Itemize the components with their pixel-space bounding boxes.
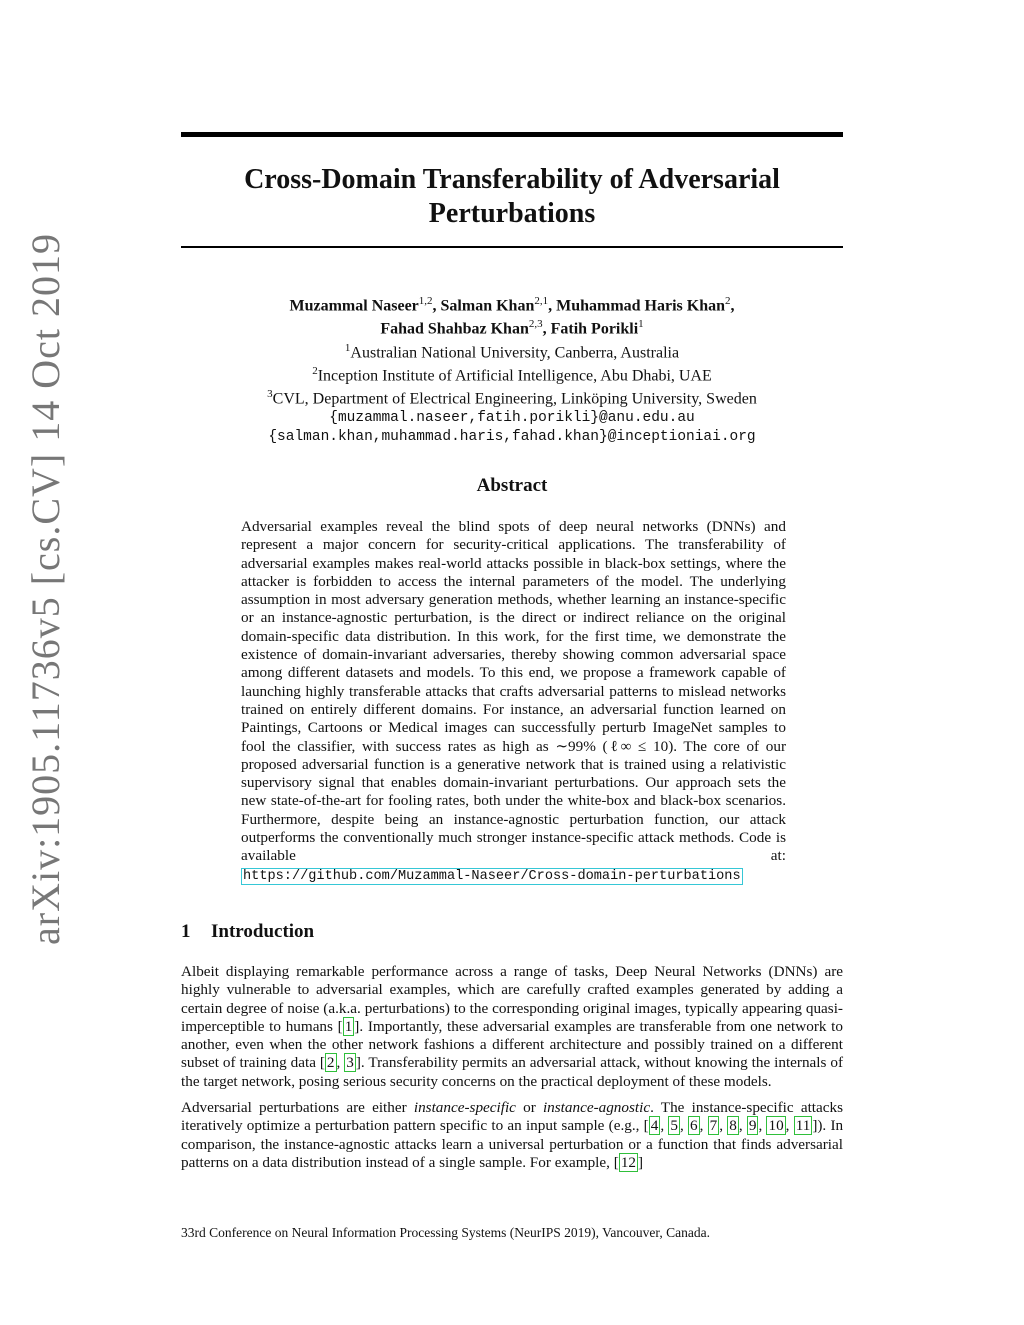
author-name: Fahad Shahbaz Khan [380,320,529,338]
author-names-line-1: Muzammal Naseer$^{1,2}$, Salman Khan$^{2,1}$, Muhammad Haris Khan$^2$, [289,295,735,315]
affiliation-1: $^1$Australian National University, Canberra, Australia [344,341,680,361]
author-name: Salman Khan [440,297,535,315]
author-block [181,292,843,447]
abstract-text: Adversarial examples reveal the blind spots of deep neural networks (DNNs) and represent a major concern for security-critical applications. The transferability of adversarial examples makes real-world attacks possible in black-box settings, where the attacker is forbidden to access the internal parameters of the model. The underlying assumption in most adversary generation methods, whether learning an instance-specific or an instance-agnostic perturbation, is the direct or indirect reliance on the original domain-specific data distribution. In this work, for the first time, we demonstrate the existence of domain-invariant adversaries, thereby showing common adversarial space among different datasets and models. To this end, we propose a framework capable of launching highly transferable attacks that crafts adversarial patterns to mislead networks trained on entirely different domains. For instance, an adversarial function learned on Paintings, Cartoons or Medical images can successfully perturb ImageNet samples to fool the classifier, with success rates as high as ∼99% (ℓ∞ ≤ 10). The core of our proposed adversarial function is a generative network that is trained using a relativistic supervisory signal that enables domain-invariant perturbations. Our approach sets the new state-of-the-art for fooling rates, both under the white-box and black-box scenarios. Furthermore, despite being an instance-agnostic perturbation function, our attack outperforms the conventionally much stronger instance-specific attack methods. Code is available at: [241,518,786,865]
citation-link[interactable]: 5 [670,1117,678,1135]
section-number: 1 [181,921,191,942]
citation-link[interactable]: 12 [620,1153,636,1171]
author-affiliation-sup: 1,2 [418,295,433,307]
paper-title [181,163,843,231]
author-name: Muzammal Naseer [289,297,419,315]
citation-link[interactable]: 1 [344,1017,353,1035]
citation-link[interactable]: 4 [650,1117,659,1135]
author-email-1: {muzammal.naseer,fatih.porikli}@anu.edu.au [329,409,695,426]
code-repository-link[interactable]: https://github.com/Muzammal-Naseer/Cross-domain-perturbations [243,868,741,884]
citation-link[interactable]: 8 [729,1117,737,1135]
section-heading-introduction [181,921,314,943]
citation-link[interactable]: 7 [709,1117,718,1135]
paper-title-line-1: Cross-Domain Transferability of Adversarial [244,164,780,195]
conference-footnote: 33rd Conference on Neural Information Processing Systems (NeurIPS 2019), Vancouver, Canada. [181,1225,710,1240]
citation-link[interactable]: 6 [689,1117,698,1135]
abstract-heading: Abstract [476,475,548,496]
author-name: Muhammad Haris Khan [556,297,726,315]
author-affiliation-sup: 2 [725,295,731,307]
author-names-line-2: Fahad Shahbaz Khan$^{2,3}$, Fatih Porikli$^1$ [380,318,644,338]
arxiv-identifier-stamp: arXiv:1905.11736v5 [cs.CV] 14 Oct 2019 [23,233,68,945]
author-name: Fatih Porikli [550,320,639,338]
section-title: Introduction [211,921,315,942]
introduction-body [181,963,843,1180]
author-affiliation-sup: 2,3 [528,318,543,331]
author-affiliation-sup: 2,1 [534,295,549,307]
title-top-rule [181,132,843,137]
emphasis-instance-agnostic: instance-agnostic [542,1099,651,1117]
citation-link[interactable]: 11 [795,1117,811,1135]
author-affiliation-sup: 1 [638,318,644,331]
intro-paragraph-1: Albeit displaying remarkable performance across a range of tasks, Deep Neural Networks (DNNs) are highly vulnerable to adversarial examples, which are carefully crafted examples generated by adding a certain degree of noise (a.k.a. perturbations) to the corresponding original images, typically appearing quasi-imperceptible to humans [ 1 ]. Importantly, these adversarial examples are transferable from one network to another, even when the other network fashions a different architecture and possibly trained on a different subset of training data [ 2 , 3 ]. Transferability permits an adversarial attack, without knowing the internals of the target network, posing serious security concerns on the practical deployment of these models. [181,963,844,1090]
abstract-body [241,518,786,886]
citation-link[interactable]: 9 [748,1117,757,1135]
paper-title-line-2: Perturbations [428,198,596,229]
citation-link[interactable]: 10 [768,1117,784,1135]
affiliation-2: $^2$Inception Institute of Artificial Intelligence, Abu Dhabi, UAE [312,364,712,385]
affiliation-3: $^3$CVL, Department of Electrical Engineering, Linköping University, Sweden [267,388,757,408]
emphasis-instance-specific: instance-specific [413,1099,516,1117]
title-bottom-rule [181,246,843,248]
author-email-2: {salman.khan,muhammad.haris,fahad.khan}@inceptioniai.org [268,428,756,445]
intro-paragraph-2: Adversarial perturbations are either instance-specific or instance-agnostic. The instance-specific attacks iteratively optimize a perturbation pattern specific to an input sample (e.g., [ 4 , 5 , 6 , 7 , 8 , 9 , 10 , 11 ]). In comparison, the instance-agnostic attacks learn a universal perturbation or a function that finds adversarial patterns on a data distribution instead of a single sample. For example, [ 12 ] [181,1099,844,1171]
citation-link[interactable]: 2 [326,1054,335,1072]
citation-link[interactable]: 3 [346,1054,354,1072]
